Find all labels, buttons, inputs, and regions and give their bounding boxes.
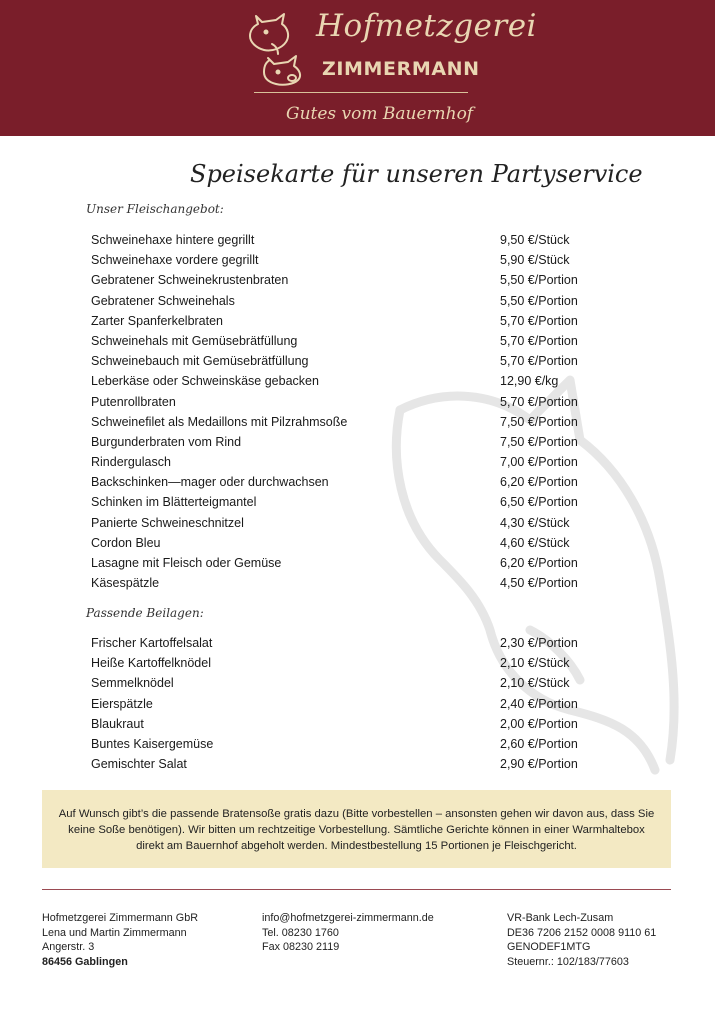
- menu-item-name: Cordon Bleu: [91, 535, 161, 550]
- menu-item: [91, 513, 611, 533]
- menu-item-price: 5,70 €/Portion: [500, 394, 578, 409]
- header-banner: [0, 0, 715, 136]
- menu-item: [91, 754, 611, 774]
- menu-item: [91, 371, 611, 391]
- menu-item-name: Schweinefilet als Medaillons mit Pilzrahmsoße: [91, 414, 348, 429]
- menu-item-name: Panierte Schweineschnitzel: [91, 515, 244, 530]
- menu-item-price: 5,70 €/Portion: [500, 313, 578, 328]
- menu-item: [91, 331, 611, 351]
- menu-item-name: Gebratener Schweinehals: [91, 293, 235, 308]
- menu-item-name: Frischer Kartoffelsalat: [91, 636, 213, 650]
- menu-item: [91, 432, 611, 452]
- menu-item-name: Burgunderbraten vom Rind: [91, 434, 242, 449]
- menu-item-name: Blaukraut: [91, 716, 144, 731]
- menu-item-price: 6,20 €/Portion: [500, 556, 578, 570]
- footer-city: 86456 Gablingen: [42, 955, 128, 968]
- brand-surname: ZIMMERMANN: [322, 58, 480, 80]
- menu-item-price: 4,60 €/Stück: [500, 535, 570, 550]
- menu-item-price: 7,50 €/Portion: [500, 414, 578, 429]
- menu-item-name: Schweinehaxe hintere gegrillt: [91, 233, 255, 247]
- menu-item-price: 5,50 €/Portion: [500, 273, 578, 288]
- cow-pig-logo-icon: [242, 6, 312, 88]
- menu-item-name: Putenrollbraten: [91, 394, 176, 409]
- menu-item: [91, 492, 611, 512]
- menu-item-price: 2,60 €/Portion: [500, 736, 578, 751]
- meat-section-label: Unser Fleischangebot:: [86, 202, 224, 216]
- menu-item-price: 6,20 €/Portion: [500, 475, 578, 490]
- menu-item-price: 9,50 €/Stück: [500, 233, 570, 247]
- footer-contact: [262, 911, 434, 955]
- menu-item-name: Buntes Kaisergemüse: [91, 736, 214, 751]
- menu-item: [91, 734, 611, 754]
- brand-divider: [254, 92, 468, 93]
- menu-item-name: Gemischter Salat: [91, 757, 187, 772]
- menu-item-name: Leberkäse oder Schweinskäse gebacken: [91, 374, 319, 389]
- menu-item-price: 2,10 €/Stück: [500, 676, 570, 691]
- menu-item-name: Schweinebauch mit Gemüsebrätfüllung: [91, 354, 309, 369]
- menu-item-price: 2,30 €/Portion: [500, 636, 578, 650]
- sides-menu-list: [91, 633, 611, 774]
- menu-item-price: 2,90 €/Portion: [500, 757, 578, 772]
- footer-bank: [507, 911, 656, 969]
- menu-item-name: Zarter Spanferkelbraten: [91, 313, 224, 328]
- menu-item: [91, 553, 611, 573]
- footer-company: Hofmetzgerei Zimmermann GbR: [42, 912, 198, 924]
- footer-bic: GENODEF1MTG: [507, 941, 591, 954]
- menu-item-price: 2,00 €/Portion: [500, 716, 578, 731]
- menu-item-price: 4,50 €/Portion: [500, 576, 578, 591]
- menu-item-name: Schweinehaxe vordere gegrillt: [91, 253, 259, 268]
- page-title: Speisekarte für unseren Partyservice: [190, 160, 643, 188]
- brand-tagline: Gutes vom Bauernhof: [286, 104, 474, 124]
- footer-tax-number: Steuernr.: 102/183/77603: [507, 955, 629, 968]
- menu-item: [91, 633, 611, 653]
- menu-item: [91, 351, 611, 371]
- menu-item: [91, 573, 611, 593]
- menu-item: [91, 714, 611, 734]
- menu-item-name: Lasagne mit Fleisch oder Gemüse: [91, 556, 282, 570]
- menu-item-price: 5,70 €/Portion: [500, 354, 578, 369]
- brand-name: Hofmetzgerei: [316, 8, 537, 44]
- menu-item-price: 6,50 €/Portion: [500, 495, 578, 510]
- menu-item: [91, 452, 611, 472]
- menu-item-name: Heiße Kartoffelknödel: [91, 656, 211, 671]
- footer-street: Angerstr. 3: [42, 941, 95, 954]
- menu-item: [91, 653, 611, 673]
- menu-item-name: Käsespätzle: [91, 576, 160, 591]
- menu-item-name: Backschinken—mager oder durchwachsen: [91, 475, 329, 490]
- menu-item-name: Schweinehals mit Gemüsebrätfüllung: [91, 333, 298, 348]
- footer-email-link[interactable]: info@hofmetzgerei-zimmermann.de: [262, 912, 434, 924]
- menu-item-price: 5,90 €/Stück: [500, 253, 570, 268]
- menu-item: [91, 311, 611, 331]
- menu-item: [91, 533, 611, 553]
- menu-item-name: Semmelknödel: [91, 676, 174, 691]
- menu-item-price: 7,50 €/Portion: [500, 434, 578, 449]
- menu-item: [91, 392, 611, 412]
- menu-item: [91, 694, 611, 714]
- menu-item-name: Rindergulasch: [91, 455, 171, 470]
- footer-owners: Lena und Martin Zimmermann: [42, 926, 187, 939]
- menu-item: [91, 270, 611, 290]
- notice-box: [42, 790, 671, 868]
- menu-item: [91, 230, 611, 250]
- menu-item-price: 7,00 €/Portion: [500, 455, 578, 470]
- footer-iban: DE36 7206 2152 0008 9110 61: [507, 926, 657, 939]
- menu-item-price: 5,70 €/Portion: [500, 333, 578, 348]
- notice-text: Auf Wunsch gibt’s die passende Bratensoße gratis dazu (Bitte vorbestellen – ansonsten gehen wir davon aus, dass Sie keine Soße benötigen). Wir bitten um rechtzeitige Vorbestellung. Sämtliche Gerichte können in einer Warmhaltebox direkt am Bauernhof abgeholt werden. Mindestbestellung 15 Portionen je Fleischgericht.: [58, 808, 655, 852]
- menu-item: [91, 250, 611, 270]
- footer-divider: [42, 889, 671, 890]
- footer-phone: Tel. 08230 1760: [262, 926, 339, 939]
- menu-item-price: 5,50 €/Portion: [500, 293, 578, 308]
- menu-item-name: Eierspätzle: [91, 696, 153, 711]
- menu-item-price: 2,40 €/Portion: [500, 696, 578, 711]
- footer-fax: Fax 08230 2119: [262, 941, 340, 954]
- menu-item-price: 2,10 €/Stück: [500, 656, 570, 671]
- menu-item: [91, 291, 611, 311]
- menu-item: [91, 673, 611, 693]
- menu-item-price: 4,30 €/Stück: [500, 515, 570, 530]
- footer-address: [42, 911, 198, 969]
- meat-menu-list: [91, 230, 611, 593]
- menu-item: [91, 472, 611, 492]
- menu-item-price: 12,90 €/kg: [500, 374, 559, 389]
- footer-bank-name: VR-Bank Lech-Zusam: [507, 912, 614, 924]
- menu-item-name: Gebratener Schweinekrustenbraten: [91, 273, 289, 288]
- menu-item-name: Schinken im Blätterteigmantel: [91, 495, 257, 510]
- menu-item: [91, 412, 611, 432]
- sides-section-label: Passende Beilagen:: [86, 606, 204, 620]
